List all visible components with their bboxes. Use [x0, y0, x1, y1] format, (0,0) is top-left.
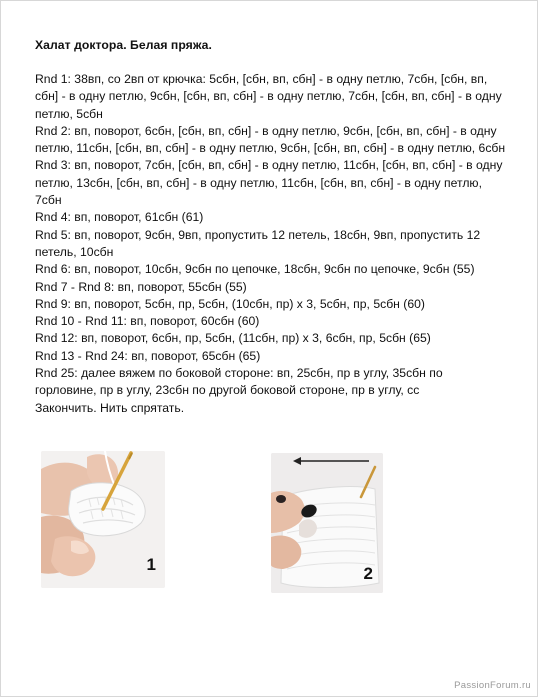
- crochet-photo-2: [271, 453, 383, 593]
- pattern-line: Rnd 6: вп, поворот, 10сбн, 9сбн по цепочке, 18сбн, 9сбн по цепочке, 9сбн (55): [35, 262, 475, 277]
- pattern-line: Rnd 3: вп, поворот, 7сбн, [сбн, вп, сбн] - в одну петлю, 11сбн, [сбн, вп, сбн] - в одну петлю, 13сбн, [сбн, вп, сбн] - в одну петлю, 11сбн, [сбн, вп, сбн] - в одну петлю, 7сбн: [35, 158, 503, 208]
- pattern-line: Rnd 25: далее вяжем по боковой стороне: вп, 25сбн, пр в углу, 35сбн по горловине, пр в углу, 23сбн по другой боковой стороне, пр в углу, сс: [35, 366, 443, 398]
- pattern-line: Rnd 7 - Rnd 8: вп, поворот, 55сбн (55): [35, 279, 247, 294]
- pattern-line: Rnd 5: вп, поворот, 9сбн, 9вп, пропустить 12 петель, 18сбн, 9вп, пропустить 12 петель, 10сбн: [35, 227, 481, 259]
- pattern-line: Rnd 13 - Rnd 24: вп, поворот, 65сбн (65): [35, 348, 261, 363]
- site-watermark: PassionForum.ru: [454, 680, 531, 691]
- pattern-line: Rnd 4: вп, поворот, 61сбн (61): [35, 210, 204, 225]
- pattern-instructions: [35, 71, 507, 417]
- pattern-line: Rnd 1: 38вп, со 2вп от крючка: 5сбн, [сбн, вп, сбн] - в одну петлю, 7сбн, [сбн, вп, сбн] - в одну петлю, 9сбн, [сбн, вп, сбн] - в одну петлю, 7сбн, [сбн, вп, сбн] - в одну петлю, 5сбн: [35, 72, 502, 121]
- pattern-line: Закончить. Нить спрятать.: [35, 400, 185, 415]
- crochet-photo-1: [41, 451, 165, 588]
- pattern-line: Rnd 9: вп, поворот, 5сбн, пр, 5сбн, (10сбн, пр) х 3, 5сбн, пр, 5сбн (60): [35, 296, 425, 311]
- figure-number-1: 1: [146, 555, 156, 574]
- pattern-line: Rnd 10 - Rnd 11: вп, поворот, 60сбн (60): [35, 314, 260, 329]
- pattern-line: Rnd 12: вп, поворот, 6сбн, пр, 5сбн, (11сбн, пр) х 3, 6сбн, пр, 5сбн (65): [35, 331, 431, 346]
- pattern-line: Rnd 2: вп, поворот, 6сбн, [сбн, вп, сбн] - в одну петлю, 9сбн, [сбн, вп, сбн] - в одну петлю, 11сбн, [сбн, вп, сбн] - в одну петлю, 9сбн, [сбн, вп, сбн] - в одну петлю, 6сбн: [35, 123, 506, 156]
- document-title: Халат доктора. Белая пряжа.: [35, 38, 212, 52]
- figure-number-2: 2: [363, 564, 373, 583]
